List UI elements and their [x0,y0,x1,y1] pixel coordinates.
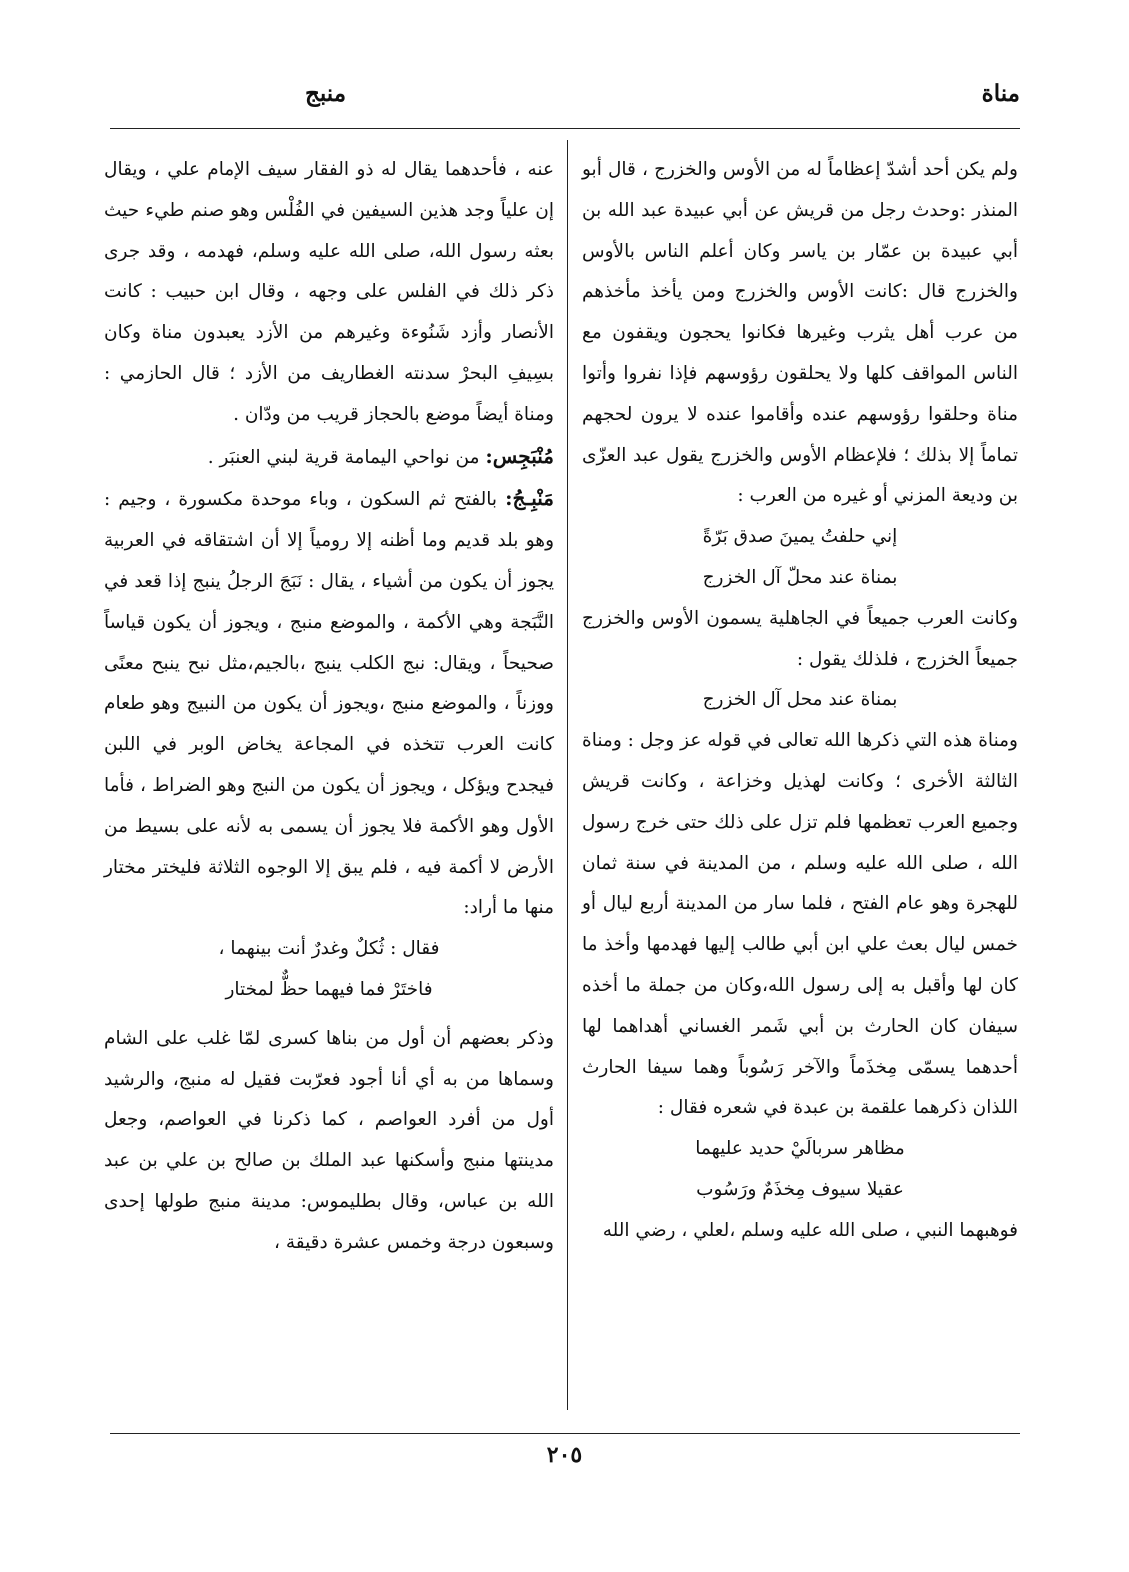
entry-text: من نواحي اليمامة قرية لبني العنبَر . [207,446,486,468]
left-column [104,150,554,1264]
spacer [104,1011,554,1019]
paragraph: فوهبهما النبي ، صلى الله عليه وسلم ،لعلي ، رضي الله [602,1219,1018,1241]
paragraph: وذكر بعضهم أن أول من بناها كسرى لمّا غلب على الشام وسماها من به أي أنا أجود فعرّبت فقيل له منبج، والرشيد أول من أفرد العواصم ، كما ذكرنا في العواصم، وجعل مدينتها منبج وأسكنها عبد الملك بن صالح بن علي بن عبد الله بن عباس، وقال بطليموس: مدينة منبج طولها إحدى وسبعون درجة وخمس عشرة دقيقة ، [104,1027,554,1253]
verse-line: بمناة عند محل آل الخزرج [702,689,898,711]
entry-text: بالفتح ثم السكون ، وباء موحدة مكسورة ، وجيم : وهو بلد قديم وما أظنه إلا رومياً إلا أن اشتقاقه في العربية يجوز أن يكون من أشياء ، يقال : نَبَجَ الرجلُ ينبج إذا قعد في النَّبَجة وهي الأكمة ، والموضع منبج ، ويجوز أن يكون قياساً صحيحاً ، ويقال: نبج الكلب ينبج ،بالجيم،مثل نبح ينبح معنًى ووزناً ، والموضع منبج ،ويجوز أن يكون من النبيج وهو طعام كانت العرب تتخذه في المجاعة يخاض الوبر في اللبن فيجدح ويؤكل ، ويجوز أن يكون من النبج وهو الضراط ، فأما الأول وهو الأكمة فلا يجوز أن يسمى به لأنه على بسيط من الأرض لا أكمة فيه ، فلم يبق إلا الوجوه الثلاثة فليختر مختار منها ما أراد: [104,489,554,919]
paragraph: ولم يكن أحد أشدّ إعظاماً له من الأوس والخزرج ، قال أبو المنذر :وحدث رجل من قريش عن أبي عبيدة عبد الله بن أبي عبيدة بن عمّار بن ياسر وكان أعلم الناس بالأوس والخزرج قال :كانت الأوس والخزرج ومن يأخذ مأخذهم من عرب أهل يثرب وغيرها فكانوا يحجون ويقفون مع الناس المواقف كلها ولا يحلقون رؤوسهم فإذا نفروا وأتوا مناة وحلقوا رؤوسهم عنده وأقاموا عنده لا يرون لحجهم تماماً إلا بذلك ؛ فلإعظام الأوس والخزرج يقول عبد العزّى بن وديعة المزني أو غيره من العرب : [582,159,1018,507]
paragraph: عنه ، فأحدهما يقال له ذو الفقار سيف الإمام علي ، ويقال إن علياً وجد هذين السيفين في الفُلْس وهو صنم طيء حيث بعثه رسول الله، صلى الله عليه وسلم، فهدمه ، وقد جرى ذكر ذلك في الفلس على وجهه ، وقال ابن حبيب : كانت الأنصار وأزد شَنُوءة وغيرهم من الأزد يعبدون مناة وكان بسِيفِ البحرْ سدنته الغطاريف من الأزد ؛ قال الحازمي : ومناة أيضاً موضع بالحجاز قريب من ودّان . [104,159,554,425]
verse-line: فقال : ثُكلٌ وغدرٌ أنت بينهما ، [218,938,440,960]
footer-rule [110,1433,1020,1434]
entry [104,478,554,929]
verse-line: إني حلفتُ يمينَ صدق بَرّةً [702,526,898,548]
paragraph: ومناة هذه التي ذكرها الله تعالى في قوله عز وجل : ومناة الثالثة الأخرى ؛ وكانت لهذيل وخزاعة ، وكانت قريش وجميع العرب تعظمها فلم تزل على ذلك حتى خرج رسول الله ، صلى الله عليه وسلم ، من المدينة في سنة ثمان للهجرة وهو عام الفتح ، فلما سار من المدينة أربع ليال أو خمس ليال بعث علي ابن أبي طالب إليها فهدمها وأخذ ما كان لها وأقبل به إلى رسول الله،وكان من جملة ما أخذه سيفان كان الحارث بن أبي شَمر الغساني أهداهما لها أحدهما يسمّى مِخذَماً والآخر رَسُوباً وهما سيفا الحارث اللذان ذكرهما علقمة بن عبدة في شعره فقال : [582,730,1018,1119]
page-header [110,80,1020,125]
verse-line: فاختَرْ فما فيهما حظٌّ لمختار [225,978,433,1000]
header-rule [110,128,1020,129]
entry-headword: مُنْبَجِس: [485,443,554,468]
paragraph: وكانت العرب جميعاً في الجاهلية يسمون الأوس والخزرج جميعاً الخزرج ، فلذلك يقول : [582,607,1018,670]
entry-headword: مَنْبِـجُ: [505,486,554,511]
right-headword: مناة [981,80,1020,107]
verse-line: عقيلا سيوف مِخذَمٌ ورَسُوب [696,1178,904,1200]
column-divider [567,140,568,1410]
right-column [582,150,1018,1252]
verse-line: مظاهر سربالَيْ حديد عليهما [695,1138,905,1160]
page-number: ٢٠٥ [546,1442,583,1468]
left-headword: منبج [305,80,347,107]
verse-line: بمناة عند محلّ آل الخزرج [702,566,898,588]
entry [104,436,554,479]
